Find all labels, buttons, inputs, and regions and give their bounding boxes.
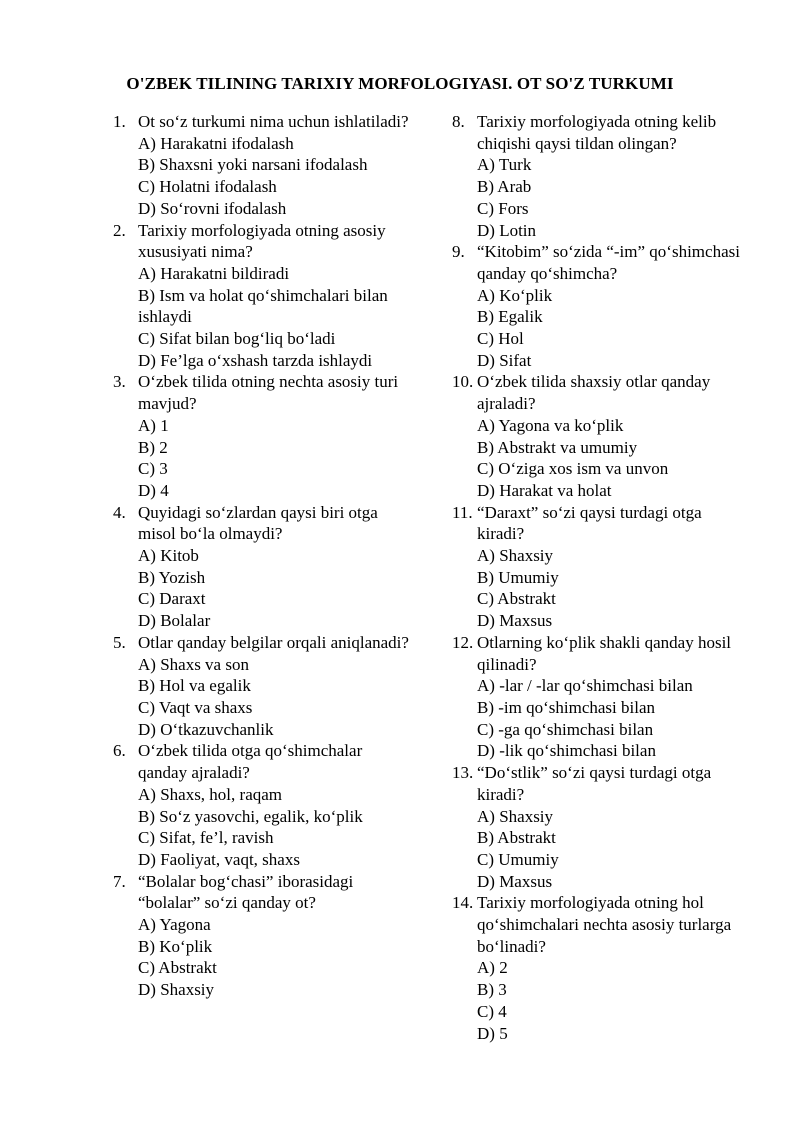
answer-option: A) Ko‘plik <box>477 285 553 305</box>
answer-option: A) 1 <box>138 415 169 435</box>
question-number: 8. <box>452 112 465 131</box>
answer-option: A) Harakatni bildiradi <box>138 263 290 283</box>
answer-option: B) Hol va egalik <box>138 676 251 696</box>
answer-option: B) Umumiy <box>477 567 559 587</box>
answer-option: D) Maxsus <box>477 611 553 631</box>
answer-option: C) Abstrakt <box>138 958 217 978</box>
answer-option: D) Bolalar <box>138 611 211 631</box>
question-number: 11. <box>452 502 473 522</box>
answer-option: B) 3 <box>477 980 507 1000</box>
answer-option: C) Holatni ifodalash <box>138 177 277 197</box>
question-number: 2. <box>113 220 126 240</box>
answer-option: A) Shaxs va son <box>138 654 249 674</box>
question-number: 6. <box>113 741 126 761</box>
answer-option: B) 2 <box>138 437 168 457</box>
answer-option: D) -lik qo‘shimchasi bilan <box>477 741 656 761</box>
answer-option: C) O‘ziga xos ism va unvon <box>477 459 669 479</box>
answer-option: D) So‘rovni ifodalash <box>138 198 287 218</box>
page-title: O'ZBEK TILINING TARIXIY MORFOLOGIYASI. OT SO'Z TURKUMI <box>126 74 674 93</box>
answer-option: D) Fe’lga o‘xshash tarzda ishlaydi <box>138 350 373 370</box>
question-text: Quyidagi so‘zlardan qaysi biri otga misol bo‘la olmaydi? <box>138 502 378 544</box>
question-text: O‘zbek tilida otning nechta asosiy turi mavjud? <box>138 372 399 414</box>
question-text: “Kitobim” so‘zida “-im” qo‘shimchasi qanday qo‘shimcha? <box>477 242 740 283</box>
answer-option: B) Abstrakt <box>477 828 556 848</box>
question-text: Otlar qanday belgilar orqali aniqlanadi? <box>138 632 409 652</box>
answer-option: C) Sifat, fe’l, ravish <box>138 828 274 848</box>
question-number: 7. <box>113 871 126 891</box>
answer-option: C) Hol <box>477 329 524 349</box>
question-item <box>452 762 752 892</box>
answer-option: C) -ga qo‘shimchasi bilan <box>477 719 654 739</box>
question-item <box>113 371 413 501</box>
question-number: 12. <box>452 632 474 652</box>
answer-option: A) Turk <box>477 155 532 175</box>
question-item <box>113 502 413 632</box>
question-number: 3. <box>113 372 126 392</box>
question-item <box>113 740 413 870</box>
answer-option: A) Shaxsiy <box>477 546 554 566</box>
question-item <box>452 502 752 632</box>
question-text: Tarixiy morfologiyada otning kelib chiqishi qaysi tildan olingan? <box>477 112 717 153</box>
answer-option: B) Egalik <box>477 307 543 327</box>
question-text: Ot so‘z turkumi nima uchun ishlatiladi? <box>138 112 409 131</box>
answer-option: A) Shaxsiy <box>477 806 554 826</box>
answer-option: A) 2 <box>477 958 508 978</box>
answer-option: D) O‘tkazuvchanlik <box>138 719 274 739</box>
question-text: Tarixiy morfologiyada otning hol qo‘shimchalari nechta asosiy turlarga bo‘linadi? <box>477 893 732 956</box>
answer-option: A) Yagona va ko‘plik <box>477 415 624 435</box>
question-item <box>452 241 752 371</box>
answer-option: D) 5 <box>477 1023 508 1043</box>
answer-option: D) Shaxsiy <box>138 980 215 1000</box>
answer-option: B) Ko‘plik <box>138 936 213 956</box>
answer-option: C) Vaqt va shaxs <box>138 697 253 717</box>
question-text: Tarixiy morfologiyada otning asosiy xususiyati nima? <box>138 220 386 262</box>
answer-option: C) Abstrakt <box>477 589 556 609</box>
question-text: “Bolalar bog‘chasi” iborasidagi “bolalar” so‘zi qanday ot? <box>138 871 354 913</box>
answer-option: C) 4 <box>477 1001 507 1021</box>
answer-option: D) Sifat <box>477 350 532 370</box>
answer-option: D) 4 <box>138 480 169 500</box>
question-item <box>452 111 752 241</box>
answer-option: C) Fors <box>477 198 529 218</box>
answer-option: C) Sifat bilan bog‘liq bo‘ladi <box>138 329 336 349</box>
answer-option: B) So‘z yasovchi, egalik, ko‘plik <box>138 806 363 826</box>
answer-option: C) Umumiy <box>477 849 559 869</box>
question-item <box>452 632 752 762</box>
answer-option: B) Arab <box>477 177 532 197</box>
question-number: 4. <box>113 502 126 522</box>
answer-option: B) -im qo‘shimchasi bilan <box>477 697 656 717</box>
answer-option: B) Abstrakt va umumiy <box>477 437 638 457</box>
question-item <box>113 632 413 741</box>
question-number: 10. <box>452 372 474 392</box>
answer-option: B) Ism va holat qo‘shimchalari bilan ishlaydi <box>138 285 388 327</box>
answer-option: A) Yagona <box>138 915 211 935</box>
question-number: 14. <box>452 893 474 913</box>
question-number: 1. <box>113 112 126 131</box>
question-text: “Do‘stlik” so‘zi qaysi turdagi otga kiradi? <box>477 763 712 804</box>
answer-option: C) 3 <box>138 459 168 479</box>
answer-option: D) Harakat va holat <box>477 480 612 500</box>
question-text: O‘zbek tilida shaxsiy otlar qanday ajraladi? <box>477 372 711 414</box>
question-number: 9. <box>452 242 465 262</box>
question-item <box>452 892 752 1044</box>
question-item <box>113 871 413 1001</box>
question-item <box>113 220 413 372</box>
answer-option: D) Maxsus <box>477 871 553 891</box>
question-text: Otlarning ko‘plik shakli qanday hosil qilinadi? <box>477 632 732 674</box>
question-text: “Daraxt” so‘zi qaysi turdagi otga kiradi? <box>477 502 702 544</box>
question-number: 5. <box>113 632 126 652</box>
answer-option: B) Shaxsni yoki narsani ifodalash <box>138 155 368 175</box>
question-number: 13. <box>452 763 474 783</box>
answer-option: C) Daraxt <box>138 589 206 609</box>
left-column <box>113 111 413 1001</box>
answer-option: B) Yozish <box>138 567 206 587</box>
answer-option: D) Faoliyat, vaqt, shaxs <box>138 849 300 869</box>
answer-option: A) Kitob <box>138 546 199 566</box>
answer-option: D) Lotin <box>477 220 537 240</box>
question-item <box>113 111 413 220</box>
question-item <box>452 371 752 501</box>
question-text: O‘zbek tilida otga qo‘shimchalar qanday ajraladi? <box>138 741 363 783</box>
answer-option: A) Harakatni ifodalash <box>138 133 294 153</box>
answer-option: A) -lar / -lar qo‘shimchasi bilan <box>477 676 693 696</box>
answer-option: A) Shaxs, hol, raqam <box>138 784 283 804</box>
right-column <box>452 111 752 1044</box>
